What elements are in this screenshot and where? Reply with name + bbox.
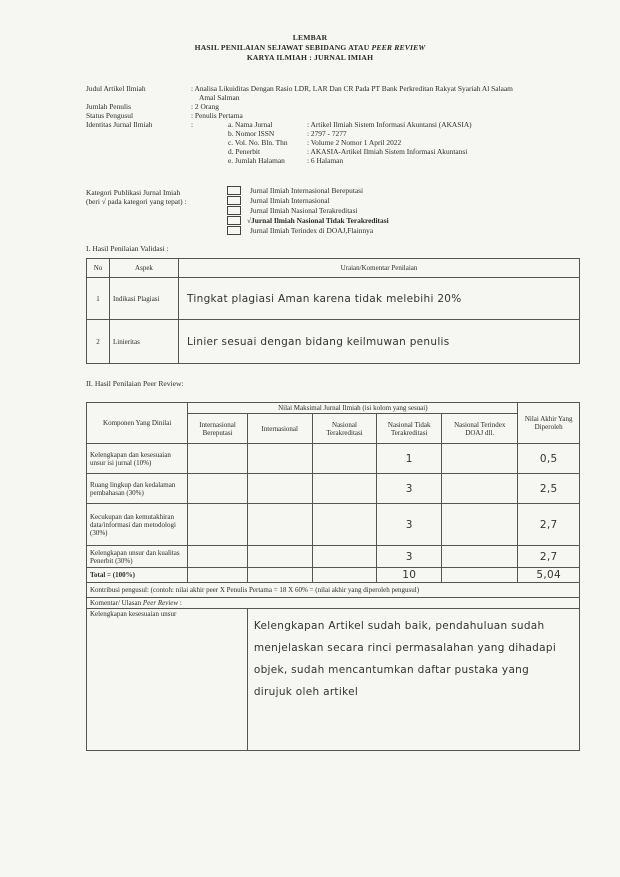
checkbox-nasional-terakreditasi[interactable]: [227, 206, 241, 215]
komentar-suffix: :: [178, 599, 182, 607]
cell-empty: [312, 568, 377, 583]
cell-empty: [442, 444, 518, 474]
komentar-body: [247, 609, 579, 751]
peer-header-row-1: [87, 403, 580, 414]
validasi-aspek-2: Linieritas: [110, 320, 179, 364]
cell-empty: [312, 474, 377, 504]
cell-empty: [188, 444, 248, 474]
komentar-line-1: Kelengkapan Artikel sudah baik, pendahuluan sudah: [253, 620, 545, 632]
checkbox-internasional-bereputasi[interactable]: [227, 186, 241, 195]
judul-value-2: Amal Salman: [199, 93, 240, 102]
akhir-1: 0,5: [518, 444, 580, 474]
title-prefix: HASIL PENILAIAN SEJAWAT SEBIDANG ATAU: [194, 43, 372, 52]
validasi-header-row: [87, 259, 580, 278]
nilai-2: 3: [377, 474, 442, 504]
vol-label: c. Vol. No. Bln. Thn: [228, 138, 288, 147]
cell-empty: [188, 568, 248, 583]
identitas-colon: :: [191, 120, 194, 129]
col-nilai-maksimal: Nilai Maksimal Jurnal Ilmiah (isi kolom yang sesuai): [188, 403, 518, 414]
peer-review-table: [86, 402, 580, 751]
form-title-karya: KARYA ILMIAH : JURNAL IMIAH: [246, 53, 374, 62]
validasi-komentar-2-cell: [179, 320, 580, 364]
vol-value: : Volume 2 Nomor 1 April 2022: [307, 138, 402, 147]
cell-empty: [312, 444, 377, 474]
komentar-header: [87, 598, 580, 609]
komentar-prefix: Komentar/ Ulasan: [90, 599, 143, 607]
kategori-option-2: Jurnal Ilmiah Internasional: [250, 196, 330, 205]
kategori-option-5: Jurnal Ilmiah Terindex di DOAJ,Flainnya: [250, 226, 374, 235]
halaman-label: e. Jumlah Halaman: [228, 156, 285, 165]
subcol-internasional-bereputasi: Internasional Bereputasi: [188, 414, 248, 444]
subcol-nasional-tidak-terakreditasi: Nasional Tidak Terakreditasi: [377, 414, 442, 444]
komponen-3: Kecukupan dan kemutakhiran data/informasi dan metodologi (30%): [87, 504, 188, 546]
cell-empty: [442, 546, 518, 568]
nama-jurnal-value: : Artikel Ilmiah Sistem Informasi Akuntansi (AKASIA): [307, 120, 472, 129]
cell-empty: [442, 504, 518, 546]
col-no: No: [87, 259, 110, 278]
cell-empty: [247, 546, 312, 568]
komponen-1: Kelengkapan dan kesesuaian unsur isi jurnal (10%): [87, 444, 188, 474]
komentar-label: Kelengkapan kesesuaian unsur: [87, 609, 248, 751]
table-row: [87, 278, 580, 320]
cell-empty: [247, 444, 312, 474]
total-akhir: 5,04: [518, 568, 580, 583]
judul-label: Judul Artikel Ilmiah: [86, 84, 146, 93]
akhir-3: 2,7: [518, 504, 580, 546]
status-pengusul-label: Status Pengusul: [86, 111, 134, 120]
komentar-header-row: [87, 598, 580, 609]
table-row: [87, 546, 580, 568]
komponen-2: Ruang lingkup dan kedalaman pembahasan (30%): [87, 474, 188, 504]
penerbit-value: : AKASIA-Artikel Ilmiah Sistem Informasi Akuntansi: [307, 147, 468, 156]
total-label: Total = (100%): [87, 568, 188, 583]
checkbox-nasional-tidak-terakreditasi[interactable]: [227, 216, 241, 225]
komentar-line-4: dirujuk oleh artikel: [253, 686, 359, 698]
nama-jurnal-label: a. Nama Jurnal: [228, 120, 273, 129]
kategori-hint: (beri √ pada kategori yang tepat) :: [86, 197, 187, 206]
kategori-option-4: √Jurnal Ilmiah Nasional Tidak Terakreditasi: [247, 216, 389, 225]
cell-empty: [247, 568, 312, 583]
subcol-internasional: Internasional: [247, 414, 312, 444]
table-row: [87, 504, 580, 546]
table-row: [87, 320, 580, 364]
checkbox-terindex-doaj[interactable]: [227, 226, 241, 235]
col-nilai-akhir: Nilai Akhir Yang Diperoleh: [518, 403, 580, 444]
col-komponen: Komponen Yang Dinilai: [87, 403, 188, 444]
validasi-no-1: 1: [87, 278, 110, 320]
col-aspek: Aspek: [110, 259, 179, 278]
cell-empty: [442, 568, 518, 583]
section-1-title: I. Hasil Penilaian Validasi :: [86, 244, 169, 253]
form-title-hasil: [0, 43, 620, 52]
cell-empty: [312, 504, 377, 546]
akhir-2: 2,5: [518, 474, 580, 504]
cell-empty: [312, 546, 377, 568]
nilai-4: 3: [377, 546, 442, 568]
table-row: [87, 474, 580, 504]
total-nilai: 10: [377, 568, 442, 583]
validasi-komentar-2: Linier sesuai dengan bidang keilmuwan penulis: [187, 335, 450, 348]
status-pengusul-value: : Penulis Pertama: [191, 111, 243, 120]
subcol-nasional-terakreditasi: Nasional Terakreditasi: [312, 414, 377, 444]
jumlah-penulis-value: : 2 Orang: [191, 102, 219, 111]
cell-empty: [247, 504, 312, 546]
komentar-line-3: objek, sudah mencantumkan daftar pustaka yang: [253, 664, 530, 676]
jumlah-penulis-label: Jumlah Penulis: [86, 102, 131, 111]
section-2-title: II. Hasil Penilaian Peer Review:: [86, 379, 184, 388]
validasi-aspek-1: Indikasi Plagiasi: [110, 278, 179, 320]
kategori-label: Kategori Publikasi Jurnal Imiah: [86, 188, 181, 197]
kontribusi-row: [87, 583, 580, 598]
col-uraian: Uraian/Komentar Penilaian: [179, 259, 580, 278]
akhir-4: 2,7: [518, 546, 580, 568]
validasi-komentar-1-cell: [179, 278, 580, 320]
cell-empty: [188, 546, 248, 568]
kontribusi-text: Kontribusi pengusul: (contoh: nilai akhir peer X Penulis Pertama = 18 X 60% = (nilai akhir yang diperoleh pengusul): [87, 583, 580, 598]
issn-value: : 2797 - 7277: [307, 129, 347, 138]
validasi-komentar-1: Tingkat plagiasi Aman karena tidak melebihi 20%: [187, 292, 462, 305]
cell-empty: [247, 474, 312, 504]
nilai-1: 1: [377, 444, 442, 474]
form-title-lembar: LEMBAR: [292, 33, 328, 42]
checkbox-internasional[interactable]: [227, 196, 241, 205]
validasi-table: [86, 258, 580, 364]
komentar-row: [87, 609, 580, 751]
subcol-terindex-doaj: Nasional Terindex DOAJ dll.: [442, 414, 518, 444]
issn-label: b. Nomor ISSN: [228, 129, 275, 138]
komentar-italic: Peer Review: [142, 599, 179, 607]
judul-value-1: : Analisa Likuiditas Dengan Rasio LDR, LAR Dan CR Pada PT Bank Perkreditan Rakyat Syariah Al Salaam: [191, 84, 513, 93]
table-row: [87, 444, 580, 474]
penerbit-label: d. Penerbit: [228, 147, 261, 156]
title-peer-review: PEER REVIEW: [371, 43, 426, 52]
cell-empty: [188, 474, 248, 504]
nilai-3: 3: [377, 504, 442, 546]
kategori-option-3: Jurnal Ilmiah Nasional Terakreditasi: [250, 206, 358, 215]
cell-empty: [188, 504, 248, 546]
komentar-line-2: menjelaskan secara rinci permasalahan yang dihadapi: [253, 642, 557, 654]
komponen-4: Kelengkapan unsur dan kualitas Penerbit (30%): [87, 546, 188, 568]
kategori-option-1: Jurnal Ilmiah Internasional Bereputasi: [250, 186, 364, 195]
cell-empty: [442, 474, 518, 504]
total-row: [87, 568, 580, 583]
validasi-no-2: 2: [87, 320, 110, 364]
halaman-value: : 6 Halaman: [307, 156, 344, 165]
identitas-jurnal-label: Identitas Jurnal Ilmiah: [86, 120, 153, 129]
